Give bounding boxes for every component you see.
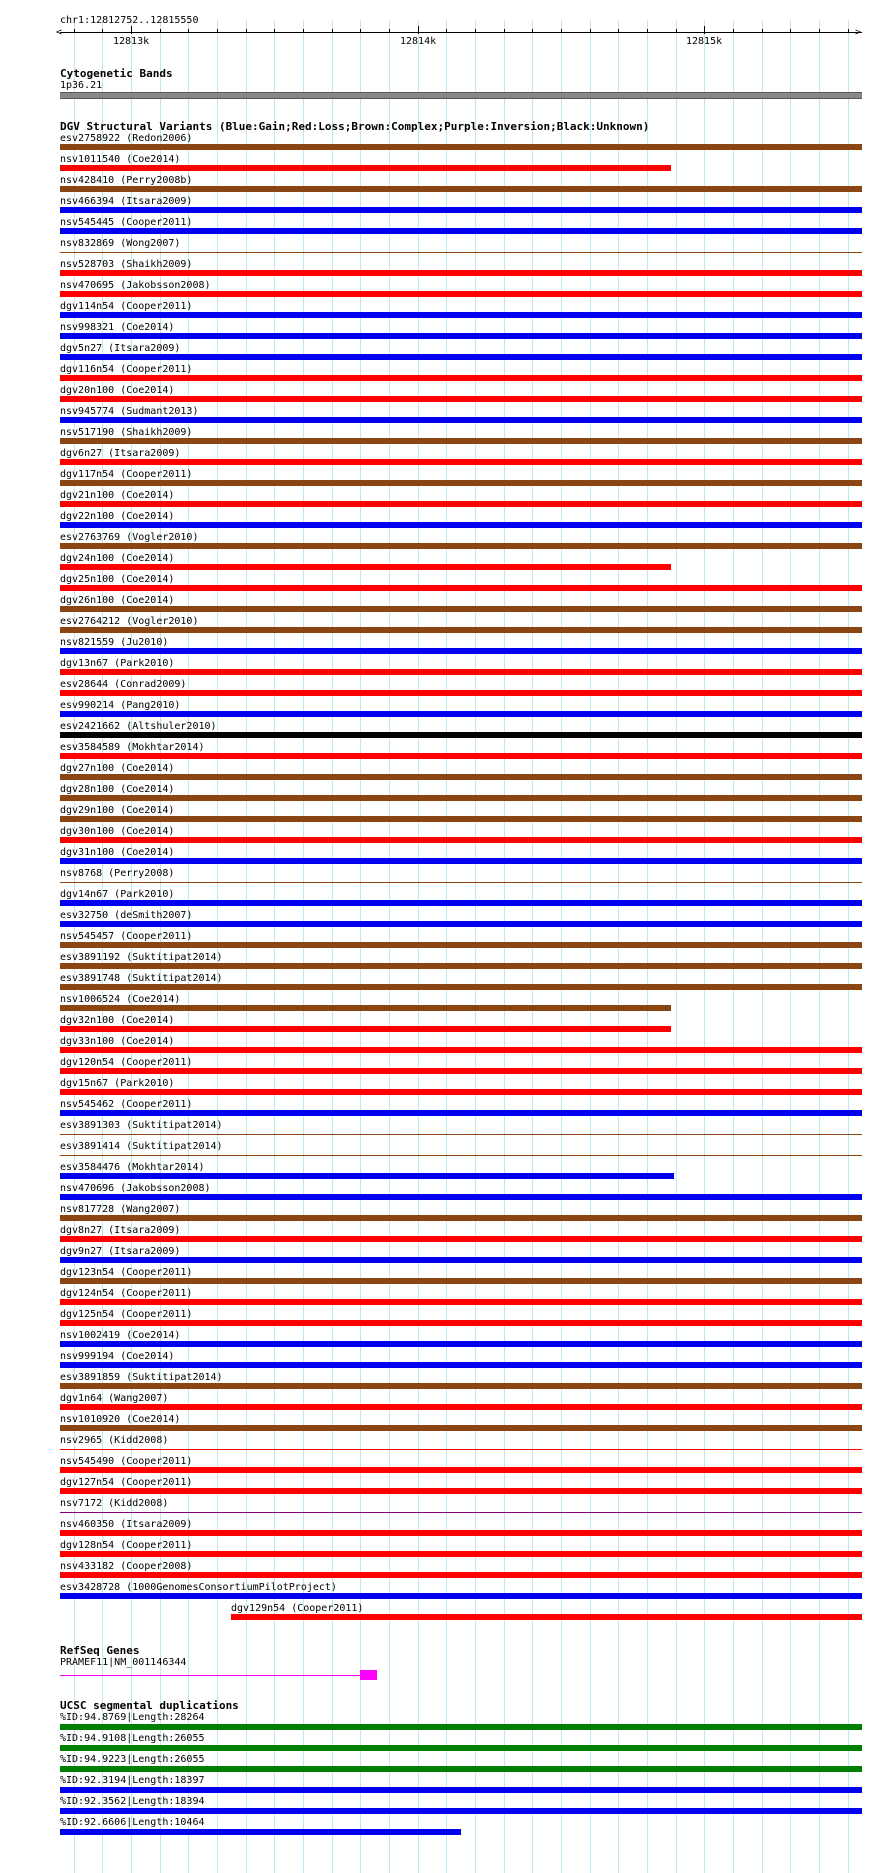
dgv-variant-label: dgv5n27 (Itsara2009) [60, 343, 181, 354]
ruler-minor-tick [389, 29, 390, 33]
dgv-variant-label: dgv8n27 (Itsara2009) [60, 1225, 181, 1236]
dgv-variant-label: dgv129n54 (Cooper2011) [231, 1603, 364, 1614]
refseq-gene-label: PRAMEF11|NM_001146344 [60, 1657, 187, 1668]
dgv-variant-bar-complex[interactable] [60, 606, 862, 612]
dgv-variant-bar-loss[interactable] [60, 1047, 862, 1053]
dgv-variant-label: nsv1006524 (Coe2014) [60, 994, 181, 1005]
dgv-variant-bar-gain[interactable] [60, 1194, 862, 1200]
dgv-variant-label: dgv22n100 (Coe2014) [60, 511, 175, 522]
dgv-variant-bar-gain[interactable] [60, 1257, 862, 1263]
ruler-minor-tick [188, 29, 189, 33]
dgv-variant-label: dgv29n100 (Coe2014) [60, 805, 175, 816]
dgv-variant-label: esv3891414 (Suktitipat2014) [60, 1141, 223, 1152]
dgv-variant-label: nsv1002419 (Coe2014) [60, 1330, 181, 1341]
dgv-variant-label: nsv821559 (Ju2010) [60, 637, 169, 648]
dgv-variant-label: nsv545490 (Cooper2011) [60, 1456, 193, 1467]
dgv-variant-bar-gain[interactable] [60, 1110, 862, 1116]
dgv-variant-label: nsv999194 (Coe2014) [60, 1351, 175, 1362]
dgv-variant-bar-complex[interactable] [60, 144, 862, 150]
refseq-intron-line[interactable] [60, 1675, 360, 1676]
dgv-variant-bar-complex[interactable] [60, 252, 862, 253]
ruler-minor-tick [733, 29, 734, 33]
dgv-variant-label: dgv128n54 (Cooper2011) [60, 1540, 193, 1551]
dgv-variant-bar-complex[interactable] [60, 1383, 862, 1389]
dgv-variant-label: esv2764212 (Vogler2010) [60, 616, 199, 627]
dgv-variant-bar-loss[interactable] [60, 1449, 862, 1450]
dgv-variant-bar-gain[interactable] [60, 858, 862, 864]
dgv-variant-label: esv2421662 (Altshuler2010) [60, 721, 217, 732]
dgv-variant-bar-gain[interactable] [60, 1593, 862, 1599]
dgv-variant-bar-complex[interactable] [60, 795, 862, 801]
dgv-variant-label: dgv116n54 (Cooper2011) [60, 364, 193, 375]
dgv-variant-bar-loss[interactable] [60, 1551, 862, 1557]
ruler-minor-tick [819, 29, 820, 33]
dgv-variant-bar-loss[interactable] [60, 1299, 862, 1305]
dgv-variant-bar-complex[interactable] [60, 1425, 862, 1431]
dgv-variant-label: dgv9n27 (Itsara2009) [60, 1246, 181, 1257]
position-label: chr1:12812752..12815550 [60, 15, 199, 26]
dgv-variant-label: nsv433182 (Cooper2008) [60, 1561, 193, 1572]
dgv-variant-label: nsv545457 (Cooper2011) [60, 931, 193, 942]
dgv-variant-bar-loss[interactable] [60, 291, 862, 297]
dgv-variant-bar-inversion[interactable] [60, 1512, 862, 1513]
refseq-exon[interactable] [360, 1670, 377, 1680]
dgv-variant-label: dgv6n27 (Itsara2009) [60, 448, 181, 459]
segdup-bar-green[interactable] [60, 1724, 862, 1730]
dgv-variant-label: dgv120n54 (Cooper2011) [60, 1057, 193, 1068]
ruler-tick-label: 12815k [686, 36, 723, 47]
dgv-variant-label: nsv1011540 (Coe2014) [60, 154, 181, 165]
ruler-minor-tick [790, 29, 791, 33]
dgv-variant-bar-gain[interactable] [60, 648, 862, 654]
dgv-variant-label: dgv31n100 (Coe2014) [60, 847, 175, 858]
dgv-variant-label: nsv470696 (Jakobsson2008) [60, 1183, 211, 1194]
dgv-variant-label: esv3891748 (Suktitipat2014) [60, 973, 223, 984]
dgv-variant-bar-complex[interactable] [60, 882, 862, 883]
dgv-variant-bar-gain[interactable] [60, 711, 862, 717]
dgv-variant-bar-loss[interactable] [60, 1026, 671, 1032]
dgv-variant-bar-gain[interactable] [60, 417, 862, 423]
dgv-variant-bar-complex[interactable] [60, 774, 862, 780]
dgv-variant-label: dgv124n54 (Cooper2011) [60, 1288, 193, 1299]
ruler-minor-tick [762, 29, 763, 33]
dgv-variant-bar-complex[interactable] [60, 438, 862, 444]
dgv-variant-bar-gain[interactable] [60, 312, 862, 318]
dgv-variant-label: dgv30n100 (Coe2014) [60, 826, 175, 837]
dgv-variant-bar-loss[interactable] [60, 690, 862, 696]
dgv-variant-bar-gain[interactable] [60, 1362, 862, 1368]
dgv-variant-bar-complex[interactable] [60, 1278, 862, 1284]
dgv-variant-label: esv32750 (deSmith2007) [60, 910, 193, 921]
ruler-axis [60, 32, 862, 33]
dgv-variant-bar-complex[interactable] [60, 984, 862, 990]
dgv-variant-label: nsv545445 (Cooper2011) [60, 217, 193, 228]
dgv-variant-bar-loss[interactable] [60, 165, 671, 171]
dgv-variant-bar-loss[interactable] [60, 270, 862, 276]
ruler-minor-tick [618, 29, 619, 33]
ruler-tick-label: 12814k [400, 36, 437, 47]
segdup-label: %ID:92.3194|Length:18397 [60, 1775, 205, 1786]
dgv-variant-label: esv3584476 (Mokhtar2014) [60, 1162, 205, 1173]
dgv-variant-label: esv2758922 (Redon2006) [60, 133, 193, 144]
ruler-minor-tick [446, 29, 447, 33]
dgv-variant-bar-gain[interactable] [60, 354, 862, 360]
dgv-variant-bar-complex[interactable] [60, 942, 862, 948]
dgv-variant-bar-loss[interactable] [60, 669, 862, 675]
dgv-variant-label: nsv1010920 (Coe2014) [60, 1414, 181, 1425]
dgv-variant-bar-loss[interactable] [60, 753, 862, 759]
ruler-minor-tick [504, 29, 505, 33]
dgv-variant-bar-gain[interactable] [60, 1341, 862, 1347]
dgv-variant-label: nsv7172 (Kidd2008) [60, 1498, 169, 1509]
ruler-tick-label: 12813k [113, 36, 150, 47]
dgv-variant-label: esv2763769 (Vogler2010) [60, 532, 199, 543]
ruler-minor-tick [561, 29, 562, 33]
cytoband-track-title: Cytogenetic Bands [60, 67, 173, 80]
dgv-variant-label: dgv26n100 (Coe2014) [60, 595, 175, 606]
dgv-variant-label: nsv2965 (Kidd2008) [60, 1435, 169, 1446]
ruler-minor-tick [303, 29, 304, 33]
dgv-variant-label: dgv32n100 (Coe2014) [60, 1015, 175, 1026]
dgv-variant-bar-complex[interactable] [60, 543, 862, 549]
dgv-variant-bar-complex[interactable] [60, 1215, 862, 1221]
dgv-variant-bar-loss[interactable] [60, 1530, 862, 1536]
ruler-minor-tick [676, 29, 677, 33]
dgv-variant-bar-complex[interactable] [60, 480, 862, 486]
dgv-variant-bar-loss[interactable] [60, 1320, 862, 1326]
ruler-minor-tick [475, 29, 476, 33]
dgv-variant-label: nsv832869 (Wong2007) [60, 238, 181, 249]
dgv-variant-label: dgv28n100 (Coe2014) [60, 784, 175, 795]
dgv-variant-label: dgv125n54 (Cooper2011) [60, 1309, 193, 1320]
dgv-variant-bar-gain[interactable] [60, 207, 862, 213]
dgv-variant-label: dgv27n100 (Coe2014) [60, 763, 175, 774]
cytoband-label: 1p36.21 [60, 80, 103, 91]
dgv-variant-label: dgv123n54 (Cooper2011) [60, 1267, 193, 1278]
dgv-variant-bar-loss[interactable] [60, 585, 862, 591]
refseq-track-title: RefSeq Genes [60, 1644, 140, 1657]
segdup-track-title: UCSC segmental duplications [60, 1699, 239, 1712]
dgv-variant-label: esv28644 (Conrad2009) [60, 679, 187, 690]
dgv-variant-bar-loss[interactable] [60, 459, 862, 465]
dgv-variant-label: dgv1n64 (Wang2007) [60, 1393, 169, 1404]
segdup-bar-blue[interactable] [60, 1829, 461, 1835]
dgv-variant-label: nsv8768 (Perry2008) [60, 868, 175, 879]
dgv-variant-bar-loss[interactable] [60, 501, 862, 507]
dgv-variant-label: nsv517190 (Shaikh2009) [60, 427, 193, 438]
dgv-variant-bar-loss[interactable] [60, 396, 862, 402]
dgv-variant-bar-loss[interactable] [60, 1236, 862, 1242]
dgv-variant-label: nsv945774 (Sudmant2013) [60, 406, 199, 417]
ruler-minor-tick [160, 29, 161, 33]
dgv-variant-label: nsv545462 (Cooper2011) [60, 1099, 193, 1110]
ruler-minor-tick [246, 29, 247, 33]
dgv-variant-bar-loss[interactable] [60, 375, 862, 381]
ruler-minor-tick [590, 29, 591, 33]
dgv-variant-bar-gain[interactable] [60, 900, 862, 906]
dgv-variant-label: nsv528703 (Shaikh2009) [60, 259, 193, 270]
segdup-label: %ID:94.9223|Length:26055 [60, 1754, 205, 1765]
dgv-variant-label: dgv117n54 (Cooper2011) [60, 469, 193, 480]
dgv-variant-bar-complex[interactable] [60, 186, 862, 192]
dgv-variant-bar-complex[interactable] [60, 1134, 862, 1135]
dgv-variant-bar-gain[interactable] [60, 522, 862, 528]
dgv-variant-label: esv3891303 (Suktitipat2014) [60, 1120, 223, 1131]
dgv-variant-bar-gain[interactable] [60, 228, 862, 234]
dgv-variant-bar-complex[interactable] [60, 963, 862, 969]
ruler-major-tick [131, 26, 132, 34]
dgv-variant-label: esv3584589 (Mokhtar2014) [60, 742, 205, 753]
ruler-minor-tick [102, 29, 103, 33]
segdup-bar-blue[interactable] [60, 1808, 862, 1814]
dgv-variant-bar-gain[interactable] [60, 921, 862, 927]
dgv-variant-bar-complex[interactable] [60, 816, 862, 822]
cytoband-bar[interactable] [60, 92, 862, 99]
dgv-variant-label: nsv460350 (Itsara2009) [60, 1519, 193, 1530]
dgv-variant-label: dgv127n54 (Cooper2011) [60, 1477, 193, 1488]
dgv-variant-bar-gain[interactable] [60, 1173, 674, 1179]
dgv-variant-bar-loss[interactable] [231, 1614, 862, 1620]
segdup-label: %ID:92.3562|Length:18394 [60, 1796, 205, 1807]
ruler-minor-tick [332, 29, 333, 33]
dgv-variant-bar-loss[interactable] [60, 564, 671, 570]
segdup-bar-green[interactable] [60, 1745, 862, 1751]
dgv-variant-label: dgv114n54 (Cooper2011) [60, 301, 193, 312]
dgv-variant-bar-complex[interactable] [60, 627, 862, 633]
dgv-variant-label: nsv817728 (Wang2007) [60, 1204, 181, 1215]
dgv-variant-label: esv3891859 (Suktitipat2014) [60, 1372, 223, 1383]
dgv-variant-label: dgv15n67 (Park2010) [60, 1078, 175, 1089]
dgv-variant-label: dgv21n100 (Coe2014) [60, 490, 175, 501]
ruler-major-tick [418, 26, 419, 34]
dgv-variant-label: dgv20n100 (Coe2014) [60, 385, 175, 396]
dgv-variant-bar-complex[interactable] [60, 1155, 862, 1156]
dgv-variant-label: nsv466394 (Itsara2009) [60, 196, 193, 207]
ruler-minor-tick [848, 29, 849, 33]
dgv-variant-bar-loss[interactable] [60, 1404, 862, 1410]
dgv-variant-label: dgv24n100 (Coe2014) [60, 553, 175, 564]
dgv-variant-label: dgv25n100 (Coe2014) [60, 574, 175, 585]
dgv-track-title: DGV Structural Variants (Blue:Gain;Red:Loss;Brown:Complex;Purple:Inversion;Black:Unknown) [60, 120, 650, 133]
ruler-minor-tick [532, 29, 533, 33]
ruler-minor-tick [647, 29, 648, 33]
dgv-variant-bar-loss[interactable] [60, 1488, 862, 1494]
segdup-label: %ID:92.6606|Length:10464 [60, 1817, 205, 1828]
dgv-variant-label: esv3428728 (1000GenomesConsortiumPilotProject) [60, 1582, 337, 1593]
segdup-bar-blue[interactable] [60, 1787, 862, 1793]
dgv-variant-bar-gain[interactable] [60, 333, 862, 339]
segdup-label: %ID:94.8769|Length:28264 [60, 1712, 205, 1723]
dgv-variant-bar-loss[interactable] [60, 1089, 862, 1095]
dgv-variant-label: esv990214 (Pang2010) [60, 700, 181, 711]
dgv-variant-label: nsv470695 (Jakobsson2008) [60, 280, 211, 291]
dgv-variant-bar-complex[interactable] [60, 1005, 671, 1011]
segdup-label: %ID:94.9108|Length:26055 [60, 1733, 205, 1744]
dgv-variant-bar-loss[interactable] [60, 1467, 862, 1473]
dgv-variant-label: nsv428410 (Perry2008b) [60, 175, 193, 186]
ruler-major-tick [704, 26, 705, 34]
ruler-left-arrow: < [56, 27, 63, 38]
ruler-minor-tick [360, 29, 361, 33]
dgv-variant-label: esv3891192 (Suktitipat2014) [60, 952, 223, 963]
ruler-right-arrow: > [855, 27, 862, 38]
ruler-minor-tick [217, 29, 218, 33]
dgv-variant-label: dgv33n100 (Coe2014) [60, 1036, 175, 1047]
dgv-variant-bar-loss[interactable] [60, 837, 862, 843]
ruler-minor-tick [74, 29, 75, 33]
dgv-variant-bar-loss[interactable] [60, 1068, 862, 1074]
ruler-minor-tick [274, 29, 275, 33]
dgv-variant-label: nsv998321 (Coe2014) [60, 322, 175, 333]
dgv-variant-bar-loss[interactable] [60, 1572, 862, 1578]
dgv-variant-label: dgv14n67 (Park2010) [60, 889, 175, 900]
dgv-variant-bar-unknown[interactable] [60, 732, 862, 738]
dgv-variant-label: dgv13n67 (Park2010) [60, 658, 175, 669]
segdup-bar-green[interactable] [60, 1766, 862, 1772]
